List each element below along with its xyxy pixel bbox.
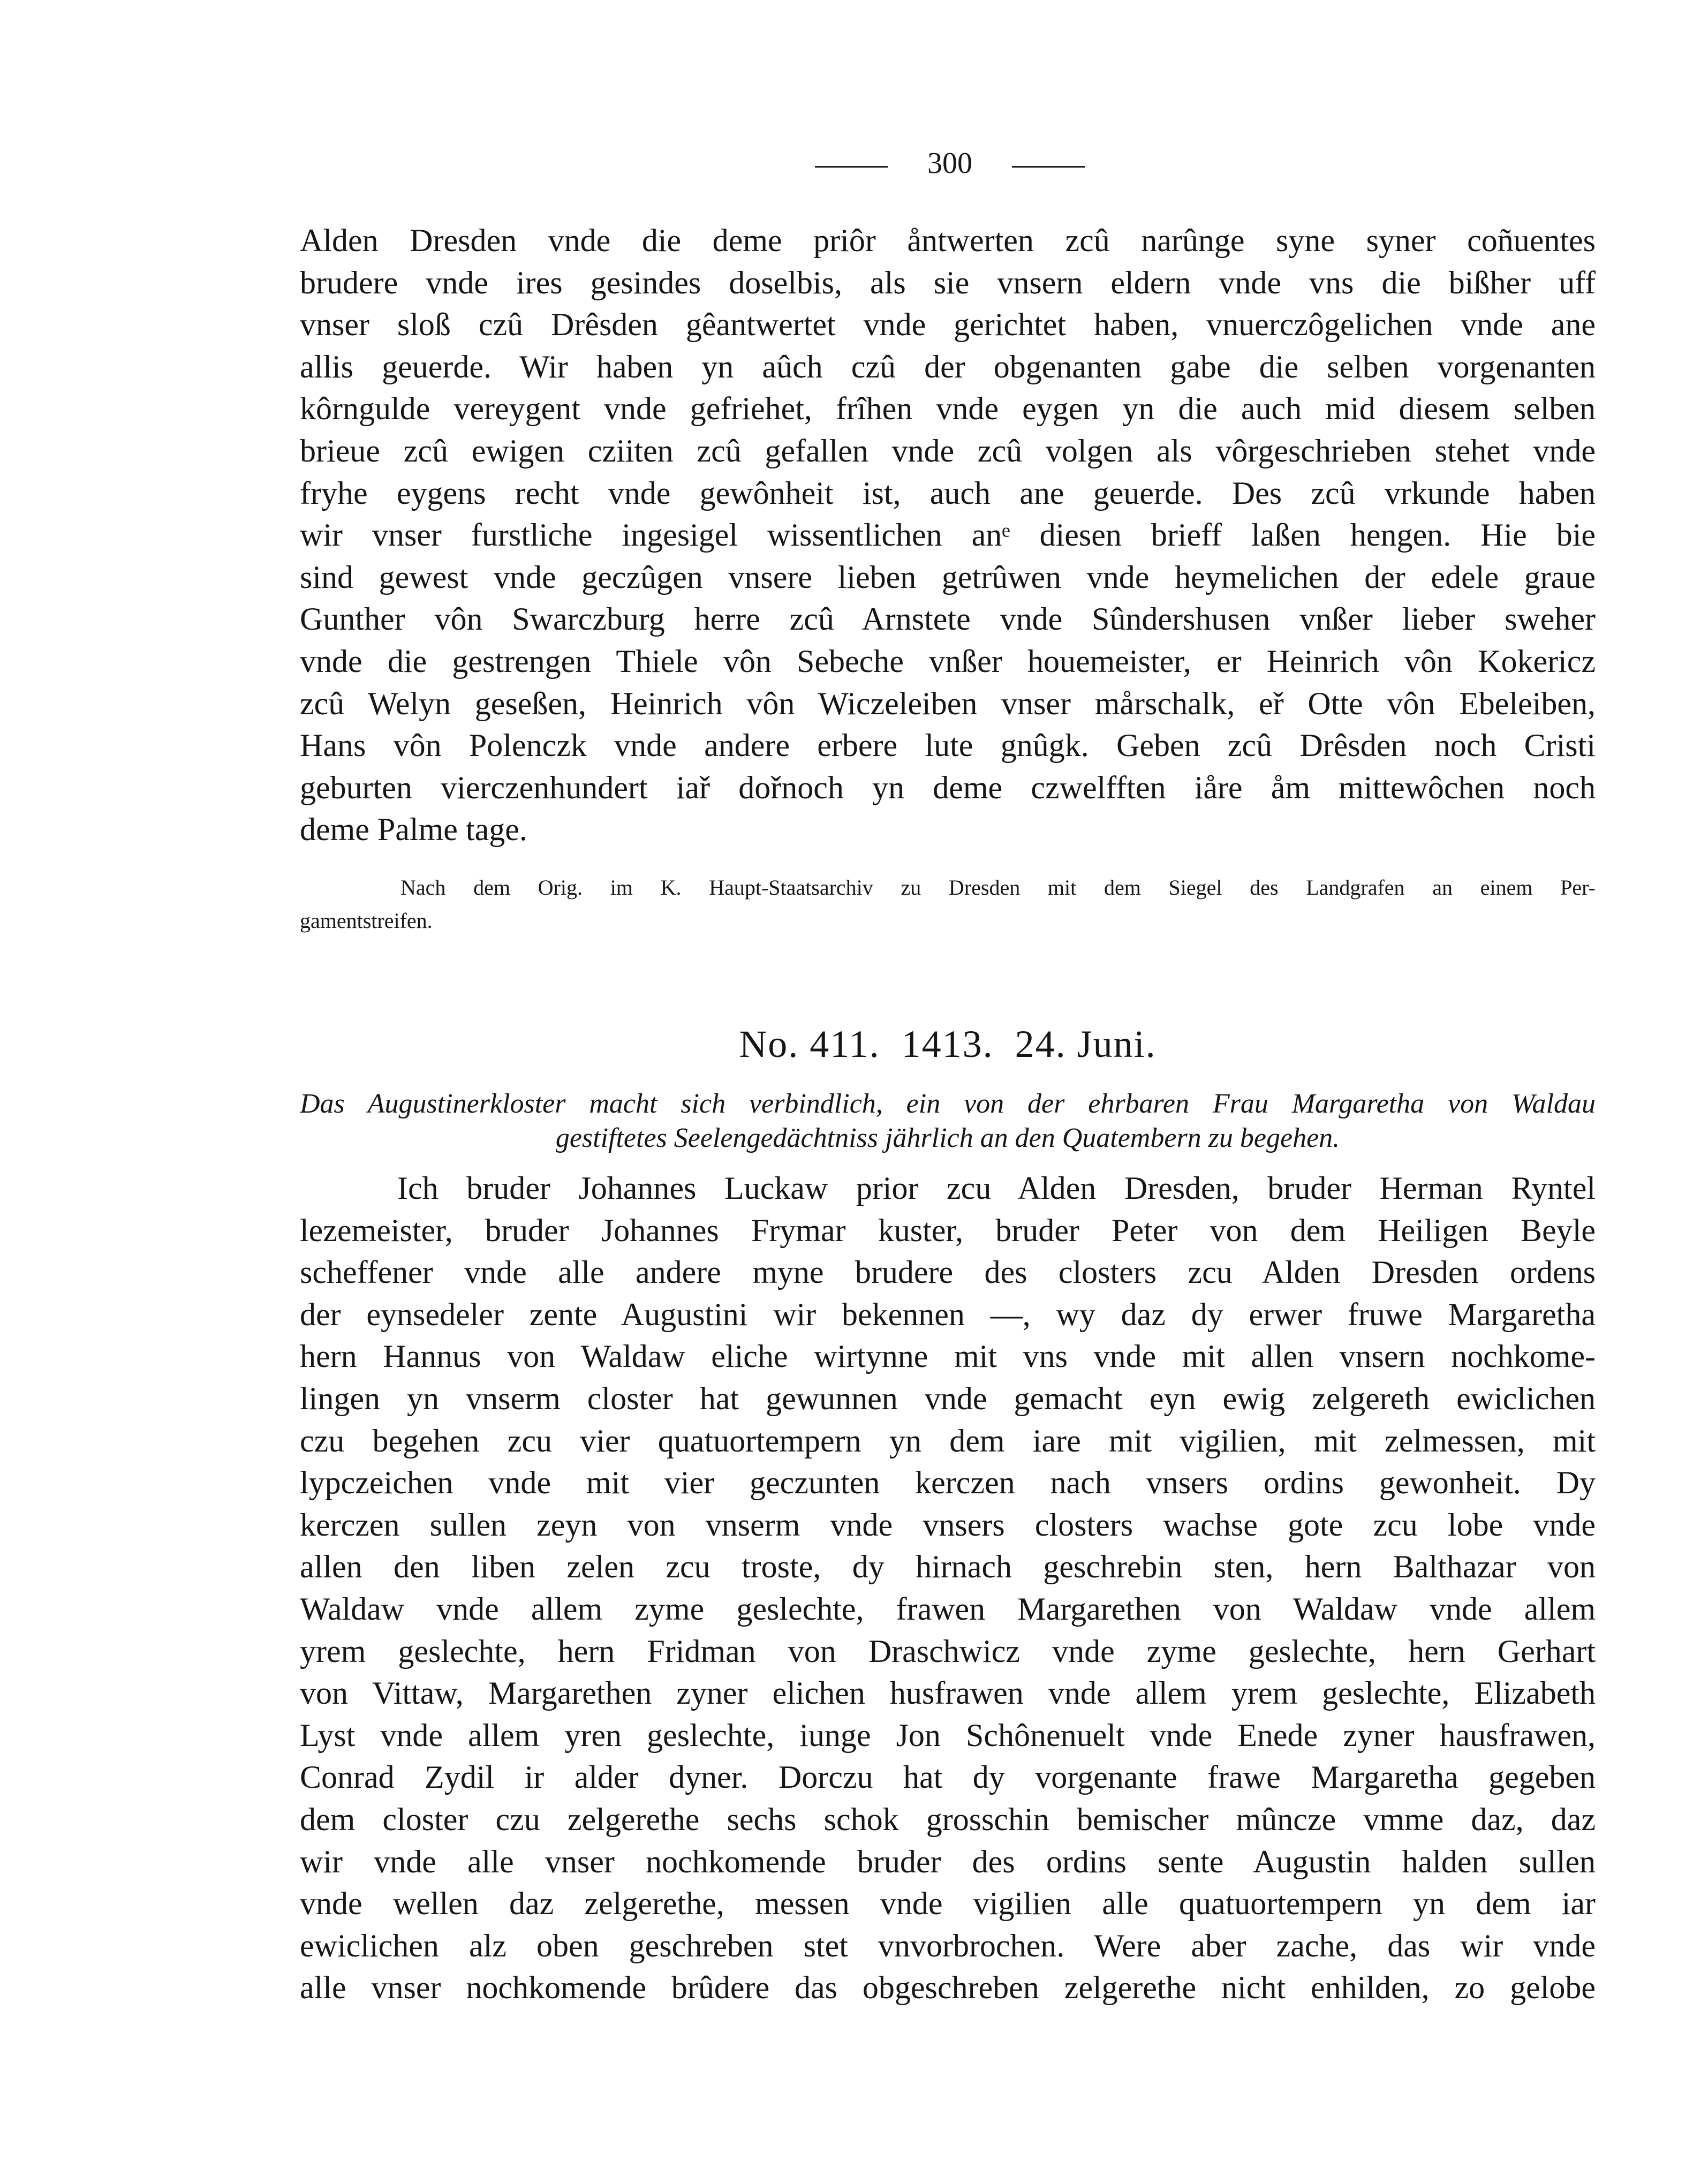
document-number: No. 411. bbox=[739, 1023, 880, 1065]
text-line: Conrad Zydil ir alder dyner. Dorczu hat dy vorgenante frawe Margaretha gegeben bbox=[300, 1759, 1596, 1795]
header-rule-left bbox=[815, 166, 888, 168]
note-line: Nach dem Orig. im K. Haupt-Staatsarchiv zu Dresden mit dem Siegel des Landgrafen an einem Per- bbox=[400, 875, 1596, 900]
text-line: kerczen sullen zeyn von vnserm vnde vnsers closters wachse gote zcu lobe vnde bbox=[300, 1507, 1596, 1543]
text-line: ewiclichen alz oben geschreben stet vnvorbrochen. Were aber zache, das wir vnde bbox=[300, 1928, 1596, 1963]
page-header bbox=[0, 145, 1693, 182]
document-year: 1413. bbox=[901, 1023, 994, 1065]
document-text bbox=[300, 1167, 1596, 2009]
text-line: hern Hannus von Waldaw eliche wirtynne mit vns vnde mit allen vnsern nochkome- bbox=[300, 1339, 1596, 1374]
text-line: brudere vnde ires gesindes doselbis, als sie vnsern eldern vnde vns die bißher uff bbox=[300, 265, 1596, 300]
text-line: yrem geslechte, hern Fridman von Draschwicz vnde zyme geslechte, hern Gerhart bbox=[300, 1633, 1596, 1669]
summary-line: Das Augustinerkloster macht sich verbindlich, ein von der ehrbaren Frau Margaretha von Waldau bbox=[300, 1089, 1596, 1119]
text-line: deme Palme tage. bbox=[300, 812, 527, 848]
document-heading bbox=[300, 1017, 1596, 1071]
text-line: von Vittaw, Margarethen zyner elichen husfrawen vnde allem yrem geslechte, Elizabeth bbox=[300, 1675, 1596, 1711]
text-line: czu begehen zcu vier quatuortempern yn dem iare mit vigilien, mit zelmessen, mit bbox=[300, 1423, 1596, 1458]
text-line: allen den liben zelen zcu troste, dy hirnach geschrebin sten, hern Balthazar von bbox=[300, 1549, 1596, 1585]
text-line: lypczeichen vnde mit vier geczunten kerczen nach vnsers ordins gewonheit. Dy bbox=[300, 1465, 1596, 1501]
document-summary bbox=[300, 1087, 1596, 1155]
header-rule-right bbox=[1012, 166, 1085, 168]
text-line: geburten vierczenhundert iař dořnoch yn deme czwelfften iåre åm mittewôchen noch bbox=[300, 769, 1596, 805]
text-line: Gunther vôn Swarczburg herre zcû Arnstete vnde Sûndershusen vnßer lieber sweher bbox=[300, 601, 1596, 637]
text-line: Waldaw vnde allem zyme geslechte, frawen Margarethen von Waldaw vnde allem bbox=[300, 1591, 1596, 1627]
summary-line: gestiftetes Seelengedächtniss jährlich an den Quatembern zu begehen. bbox=[555, 1123, 1340, 1153]
text-line: wir vnser furstliche ingesigel wissentlichen anᵉ diesen brieff laßen hengen. Hie bie bbox=[300, 517, 1596, 553]
text-line: der eynsedeler zente Augustini wir bekennen —, wy daz dy erwer fruwe Margaretha bbox=[300, 1296, 1596, 1332]
text-line: zcû Welyn geseßen, Heinrich vôn Wiczeleiben vnser mårschalk, eř Otte vôn Ebeleiben, bbox=[300, 685, 1596, 721]
text-line: vnde die gestrengen Thiele vôn Sebeche vnßer houemeister, er Heinrich vôn Kokericz bbox=[300, 643, 1596, 679]
text-line: dem closter czu zelgerethe sechs schok grosschin bemischer mûncze vmme daz, daz bbox=[300, 1801, 1596, 1837]
text-line: alle vnser nochkomende brûdere das obgeschreben zelgerethe nicht enhilden, zo gelobe bbox=[300, 1970, 1596, 2006]
text-line: scheffener vnde alle andere myne brudere des closters zcu Alden Dresden ordens bbox=[300, 1255, 1596, 1290]
text-line: Ich bruder Johannes Luckaw prior zcu Alden Dresden, bruder Herman Ryntel bbox=[397, 1170, 1596, 1206]
note-line: gamentstreifen. bbox=[300, 909, 433, 933]
text-line: lingen yn vnserm closter hat gewunnen vnde gemacht eyn ewig zelgereth ewiclichen bbox=[300, 1380, 1596, 1416]
text-line: Lyst vnde allem yren geslechte, iunge Jon Schônenuelt vnde Enede zyner hausfrawen, bbox=[300, 1717, 1596, 1753]
text-line: fryhe eygens recht vnde gewônheit ist, auch ane geuerde. Des zcû vrkunde haben bbox=[300, 475, 1596, 511]
text-line: kôrngulde vereygent vnde gefriehet, frîhen vnde eygen yn die auch mid diesem selben bbox=[300, 391, 1596, 427]
document-date: 24. Juni. bbox=[1015, 1023, 1157, 1065]
text-line: wir vnde alle vnser nochkomende bruder des ordins sente Augustin halden sullen bbox=[300, 1843, 1596, 1879]
text-line: sind gewest vnde geczûgen vnsere lieben getrûwen vnde heymelichen der edele graue bbox=[300, 559, 1596, 595]
text-line: lezemeister, bruder Johannes Frymar kuster, bruder Peter von dem Heiligen Beyle bbox=[300, 1212, 1596, 1248]
source-note bbox=[300, 871, 1596, 938]
text-line: Hans vôn Polenczk vnde andere erbere lute gnûgk. Geben zcû Drêsden noch Cristi bbox=[300, 728, 1596, 764]
text-line: Alden Dresden vnde die deme priôr åntwerten zcû narûnge syne syner coñuentes bbox=[300, 223, 1596, 258]
continued-document-text bbox=[300, 220, 1596, 851]
text-line: vnser sloß czû Drêsden gêantwertet vnde gerichtet haben, vnuerczôgelichen vnde ane bbox=[300, 307, 1596, 343]
text-line: vnde wellen daz zelgerethe, messen vnde vigilien alle quatuortempern yn dem iar bbox=[300, 1886, 1596, 1922]
page-number: 300 bbox=[927, 147, 972, 180]
text-line: allis geuerde. Wir haben yn aûch czû der obgenanten gabe die selben vorgenanten bbox=[300, 349, 1596, 384]
text-line: brieue zcû ewigen cziiten zcû gefallen vnde zcû volgen als vôrgeschrieben stehet vnde bbox=[300, 433, 1596, 468]
